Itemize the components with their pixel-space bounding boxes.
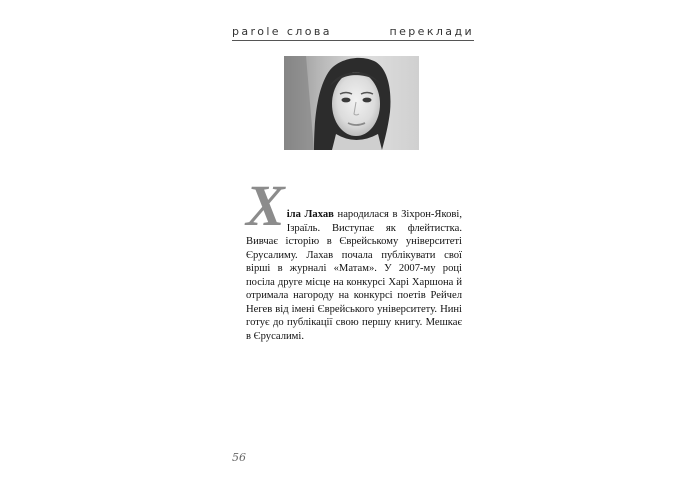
header-title-left: parole слова	[232, 25, 332, 38]
author-name: іла Лахав	[286, 209, 334, 220]
portrait-illustration	[284, 56, 419, 150]
bio-body: народилася в Зіхрон-Якові, Ізраїль. Виступає як флейтистка. Вивчає історію в Єврейському університеті Єрусалиму. Лахав почала публікувати свої вірші в журналі «Матам». У 2007-му році посіла друге місце на конкурсі Харі Харшона й отримала нагороду на конкурсі поетів Рейчел Негев від імені Єврейського університету. Нині готує до публікації свою першу книгу. Мешкає в Єрусалимі.	[246, 209, 463, 342]
running-header	[232, 25, 474, 41]
page-number: 56	[232, 451, 246, 464]
header-rule	[232, 40, 474, 41]
drop-cap: Х	[246, 173, 285, 238]
portrait-photo	[284, 56, 419, 150]
author-bio	[246, 173, 463, 343]
header-title-right: переклади	[389, 25, 474, 38]
